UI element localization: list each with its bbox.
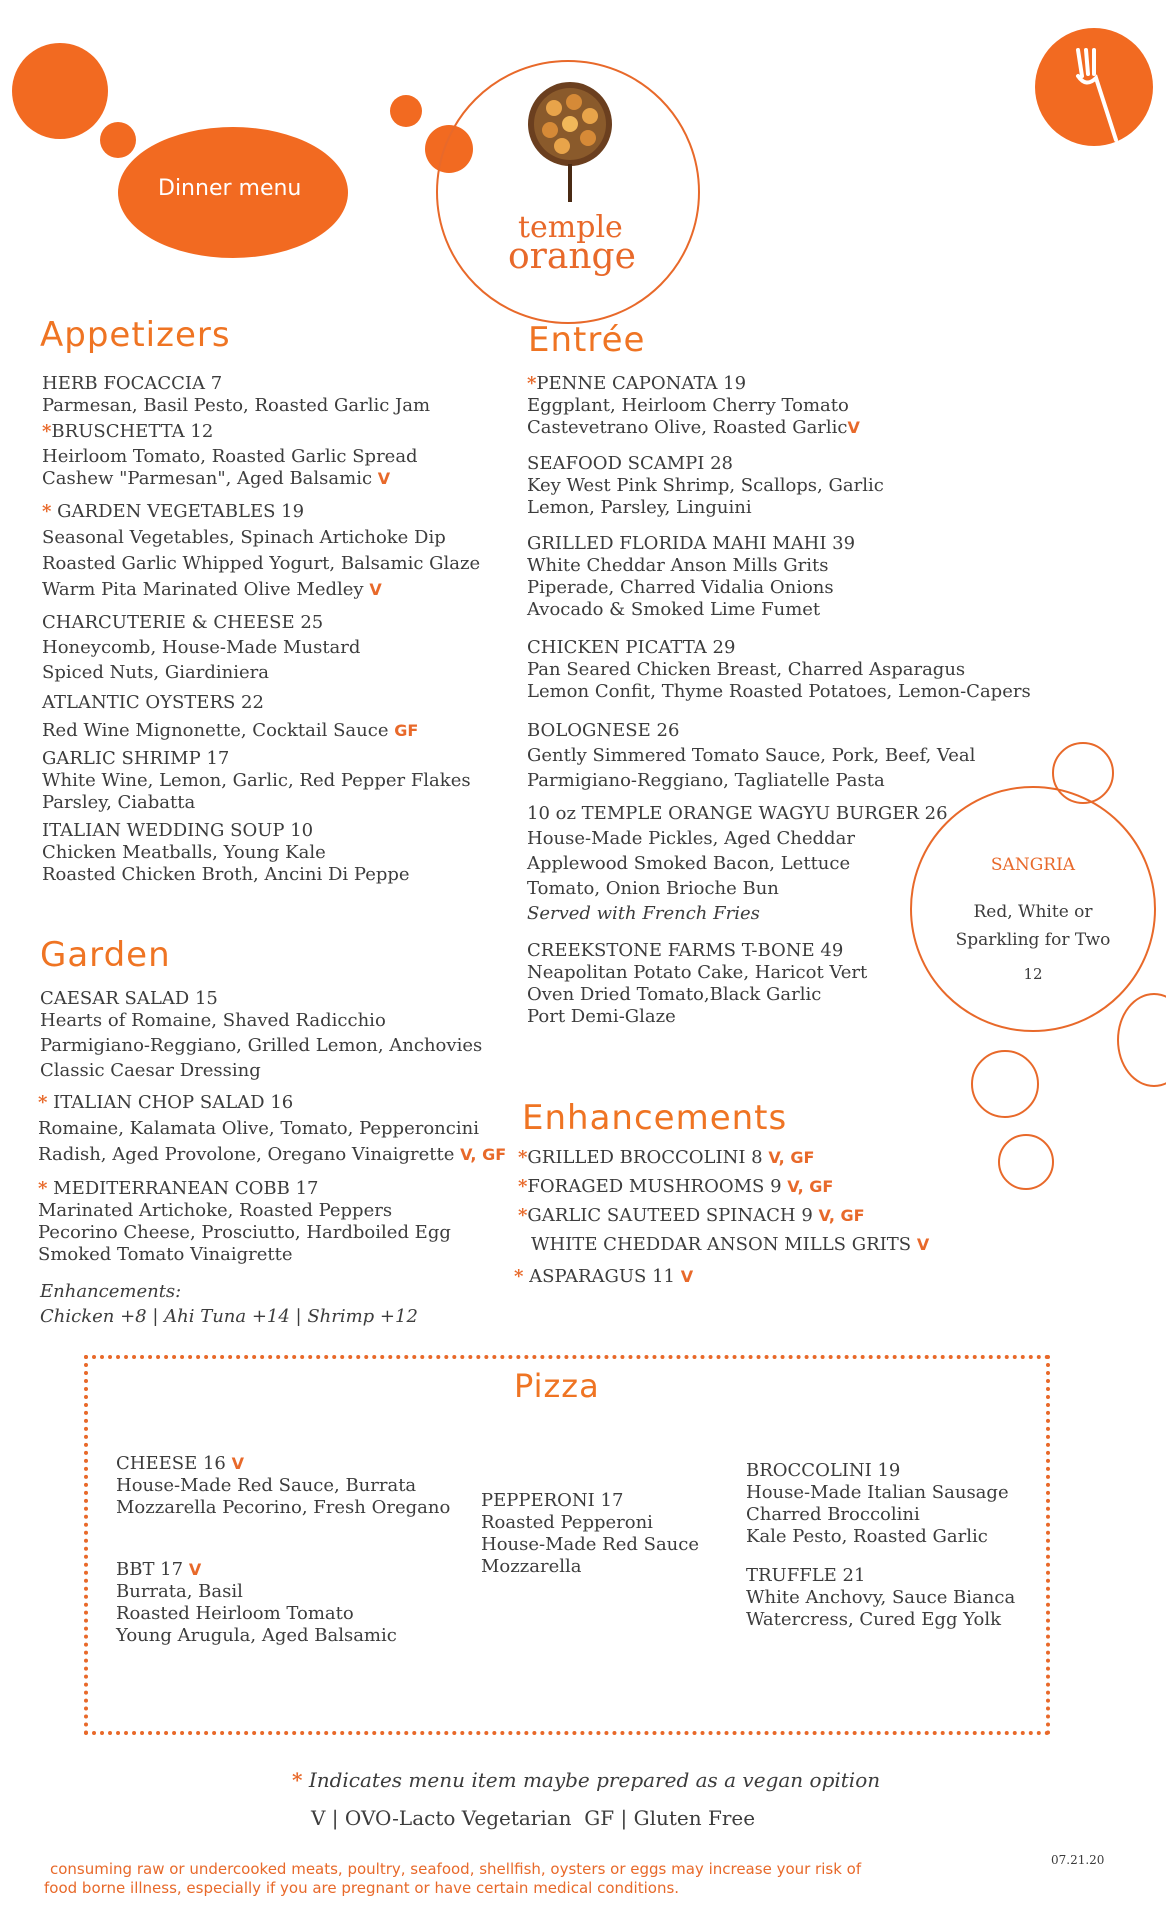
vegan-star: * <box>292 1768 303 1792</box>
item-desc: Tomato, Onion Brioche Bun <box>527 878 779 899</box>
pizza-item <box>746 1565 1015 1631</box>
garden-enhancements-label: Enhancements: <box>40 1281 182 1302</box>
item-name: CAESAR SALAD 15 <box>40 988 218 1009</box>
logo-icon <box>520 76 620 202</box>
item-name: BOLOGNESE 26 <box>527 720 680 741</box>
item-desc: House-Made Red Sauce, Burrata <box>116 1475 417 1496</box>
item-desc: Burrata, Basil <box>116 1581 243 1602</box>
diet-tag: V <box>377 469 391 488</box>
item-desc: Lemon Confit, Thyme Roasted Potatoes, Lemon-Capers <box>527 681 1031 702</box>
enhancement-item <box>518 1147 814 1169</box>
diet-tag: V <box>680 1267 694 1286</box>
item-desc: Radish, Aged Provolone, Oregano Vinaigrette <box>38 1144 455 1165</box>
diet-tag: GF <box>394 721 419 740</box>
sangria-price: 12 <box>1023 965 1043 983</box>
vegan-note <box>292 1768 880 1792</box>
enhancement-item <box>518 1176 833 1198</box>
menu-item <box>42 748 471 814</box>
sangria-title: SANGRIA <box>990 855 1076 875</box>
fork-icon <box>1070 48 1130 148</box>
garden-title: Garden <box>40 935 171 975</box>
item-desc: Hearts of Romaine, Shaved Radicchio <box>40 1010 386 1031</box>
vegan-star: * <box>527 373 537 394</box>
item-desc: Parmigiano-Reggiano, Grilled Lemon, Anchovies <box>40 1035 483 1056</box>
item-desc: Castevetrano Olive, Roasted Garlic <box>527 417 848 438</box>
diet-tag: V <box>847 418 860 437</box>
vegan-star: * <box>42 421 52 442</box>
item-desc: White Wine, Lemon, Garlic, Red Pepper Flakes <box>42 770 471 791</box>
item-name: PEPPERONI 17 <box>481 1490 624 1511</box>
diet-tag: V, GF <box>768 1148 815 1167</box>
vegan-note-text: Indicates menu item maybe prepared as a vegan opition <box>308 1768 881 1792</box>
item-desc: Eggplant, Heirloom Cherry Tomato <box>527 395 849 416</box>
item-name: SEAFOOD SCAMPI 28 <box>527 453 734 474</box>
item-desc: Lemon, Parsley, Linguini <box>527 497 752 518</box>
item-desc: Roasted Heirloom Tomato <box>116 1603 354 1624</box>
item-desc: House-Made Pickles, Aged Cheddar <box>527 828 855 849</box>
menu-item <box>527 453 884 519</box>
menu-item <box>527 720 975 792</box>
item-desc: Mozzarella Pecorino, Fresh Oregano <box>116 1497 451 1518</box>
diet-legend: V | OVO-Lacto Vegetarian GF | Gluten Free <box>311 1806 756 1830</box>
decor-ring <box>971 1050 1039 1118</box>
item-desc: House-Made Italian Sausage <box>746 1482 1009 1503</box>
sangria-line2: Sparkling for Two <box>955 930 1111 950</box>
item-desc: Kale Pesto, Roasted Garlic <box>746 1526 988 1547</box>
item-desc: Honeycomb, House-Made Mustard <box>42 637 361 658</box>
diet-tag: V <box>231 1454 244 1473</box>
menu-item <box>38 1178 451 1266</box>
item-desc: Young Arugula, Aged Balsamic <box>116 1625 397 1646</box>
item-desc: Piperade, Charred Vidalia Onions <box>527 577 834 598</box>
decor-ring <box>1117 993 1166 1087</box>
enhancement-item <box>518 1205 865 1227</box>
menu-item <box>40 988 482 1082</box>
pizza-item <box>746 1460 1009 1548</box>
vegan-star: * <box>42 501 52 522</box>
item-name: BROCCOLINI 19 <box>746 1460 901 1481</box>
item-desc: Avocado & Smoked Lime Fumet <box>527 599 821 620</box>
item-desc: Roasted Pepperoni <box>481 1512 653 1533</box>
vegan-star: * <box>514 1266 524 1287</box>
item-desc: Pan Seared Chicken Breast, Charred Asparagus <box>527 659 966 680</box>
item-name: CHARCUTERIE & CHEESE 25 <box>42 612 324 633</box>
item-desc: Parmesan, Basil Pesto, Roasted Garlic Jam <box>42 395 431 416</box>
item-name: BRUSCHETTA 12 <box>51 421 214 442</box>
item-desc: White Cheddar Anson Mills Grits <box>527 555 829 576</box>
menu-item <box>42 820 410 886</box>
diet-tag: V <box>188 1560 202 1579</box>
item-desc: Warm Pita Marinated Olive Medley <box>42 579 364 600</box>
dinner-menu-label: Dinner menu <box>158 176 302 201</box>
item-name: GARLIC SAUTEED SPINACH 9 <box>527 1205 813 1226</box>
item-name: ATLANTIC OYSTERS 22 <box>42 692 264 713</box>
pizza-item <box>481 1490 699 1578</box>
item-desc: Seasonal Vegetables, Spinach Artichoke Dip <box>42 527 446 548</box>
item-desc: Marinated Artichoke, Roasted Peppers <box>38 1200 393 1221</box>
menu-item <box>527 533 855 621</box>
item-name: BBT 17 <box>116 1559 184 1580</box>
item-desc: Classic Caesar Dressing <box>40 1060 261 1081</box>
item-note: Served with French Fries <box>527 903 760 924</box>
menu-item <box>42 421 418 490</box>
item-desc: House-Made Red Sauce <box>481 1534 699 1555</box>
item-desc: Pecorino Cheese, Prosciutto, Hardboiled Egg <box>38 1222 451 1243</box>
item-desc: Roasted Garlic Whipped Yogurt, Balsamic Glaze <box>42 553 481 574</box>
item-name: GRILLED FLORIDA MAHI MAHI 39 <box>527 533 856 554</box>
health-warning-line1: consuming raw or undercooked meats, poultry, seafood, shellfish, oysters or eggs may increase your risk of <box>50 1860 862 1878</box>
diet-tag: V, GF <box>460 1145 507 1164</box>
appetizers-title: Appetizers <box>40 315 231 355</box>
item-desc: Neapolitan Potato Cake, Haricot Vert <box>527 962 868 983</box>
sangria-line1: Red, White or <box>973 902 1093 922</box>
decor-circle <box>12 43 108 139</box>
item-name: GARDEN VEGETABLES 19 <box>57 501 305 522</box>
enhancements-title: Enhancements <box>522 1098 788 1138</box>
item-desc: Key West Pink Shrimp, Scallops, Garlic <box>527 475 884 496</box>
item-desc: Spiced Nuts, Giardiniera <box>42 662 269 683</box>
menu-item <box>42 501 480 601</box>
item-desc: Parmigiano-Reggiano, Tagliatelle Pasta <box>527 770 885 791</box>
item-name: TRUFFLE 21 <box>746 1565 866 1586</box>
item-name: PENNE CAPONATA 19 <box>536 373 747 394</box>
logo-text-orange: orange <box>508 236 636 277</box>
item-name: ASPARAGUS 11 <box>529 1266 676 1287</box>
item-name: GRILLED BROCCOLINI 8 <box>527 1147 763 1168</box>
item-name: ITALIAN CHOP SALAD 16 <box>53 1092 294 1113</box>
item-name: MEDITERRANEAN COBB 17 <box>53 1178 319 1199</box>
item-desc: Heirloom Tomato, Roasted Garlic Spread <box>42 446 418 467</box>
item-desc: Charred Broccolini <box>746 1504 920 1525</box>
pizza-item <box>116 1559 397 1647</box>
vegan-star: * <box>518 1147 528 1168</box>
item-desc: White Anchovy, Sauce Bianca <box>746 1587 1016 1608</box>
decor-circle <box>100 122 136 158</box>
item-desc: Gently Simmered Tomato Sauce, Pork, Beef, Veal <box>527 745 976 766</box>
item-desc: Chicken Meatballs, Young Kale <box>42 842 326 863</box>
menu-item <box>527 803 948 925</box>
vegan-star: * <box>38 1092 48 1113</box>
pizza-item <box>116 1453 450 1519</box>
item-name: HERB FOCACCIA 7 <box>42 373 223 394</box>
menu-item <box>42 692 418 742</box>
item-name: ITALIAN WEDDING SOUP 10 <box>42 820 314 841</box>
item-desc: Parsley, Ciabatta <box>42 792 196 813</box>
menu-item <box>527 637 1031 703</box>
menu-item <box>42 373 430 417</box>
menu-item <box>38 1092 506 1166</box>
entree-title: Entrée <box>528 320 646 360</box>
vegan-star: * <box>518 1176 528 1197</box>
item-desc: Applewood Smoked Bacon, Lettuce <box>527 853 851 874</box>
item-desc: Roasted Chicken Broth, Ancini Di Peppe <box>42 864 410 885</box>
menu-date: 07.21.20 <box>1051 1853 1105 1867</box>
item-name: CREEKSTONE FARMS T-BONE 49 <box>527 940 844 961</box>
item-desc: Watercress, Cured Egg Yolk <box>746 1609 1002 1630</box>
item-name: CHICKEN PICATTA 29 <box>527 637 736 658</box>
diet-tag: V, GF <box>818 1206 865 1225</box>
item-name: CHEESE 16 <box>116 1453 226 1474</box>
item-desc: Smoked Tomato Vinaigrette <box>38 1244 293 1265</box>
menu-item <box>42 612 360 684</box>
item-name: GARLIC SHRIMP 17 <box>42 748 230 769</box>
health-warning-line2: food borne illness, especially if you are pregnant or have certain medical conditions. <box>44 1879 680 1897</box>
pizza-title: Pizza <box>514 1367 600 1405</box>
item-name: WHITE CHEDDAR ANSON MILLS GRITS <box>531 1234 912 1255</box>
logo-text-temple: temple <box>518 210 623 245</box>
decor-circle <box>390 95 422 127</box>
garden-enhancements-values: Chicken +8 | Ahi Tuna +14 | Shrimp +12 <box>40 1306 418 1327</box>
diet-tag: V <box>369 580 382 599</box>
item-name: FORAGED MUSHROOMS 9 <box>527 1176 782 1197</box>
decor-ring <box>998 1134 1054 1190</box>
vegan-star: * <box>518 1205 528 1226</box>
item-name: 10 oz TEMPLE ORANGE WAGYU BURGER 26 <box>527 803 948 824</box>
item-desc: Oven Dried Tomato,Black Garlic <box>527 984 822 1005</box>
item-desc: Romaine, Kalamata Olive, Tomato, Pepperoncini <box>38 1118 479 1139</box>
item-desc: Mozzarella <box>481 1556 582 1577</box>
menu-item <box>527 373 860 439</box>
enhancement-item <box>531 1234 929 1256</box>
item-desc: Red Wine Mignonette, Cocktail Sauce <box>42 720 389 741</box>
enhancement-item <box>514 1266 693 1288</box>
item-desc: Cashew "Parmesan", Aged Balsamic <box>42 468 373 489</box>
diet-tag: V <box>916 1235 930 1254</box>
diet-tag: V, GF <box>787 1177 834 1196</box>
menu-item <box>527 940 867 1028</box>
vegan-star: * <box>38 1178 48 1199</box>
item-desc: Port Demi-Glaze <box>527 1006 676 1027</box>
